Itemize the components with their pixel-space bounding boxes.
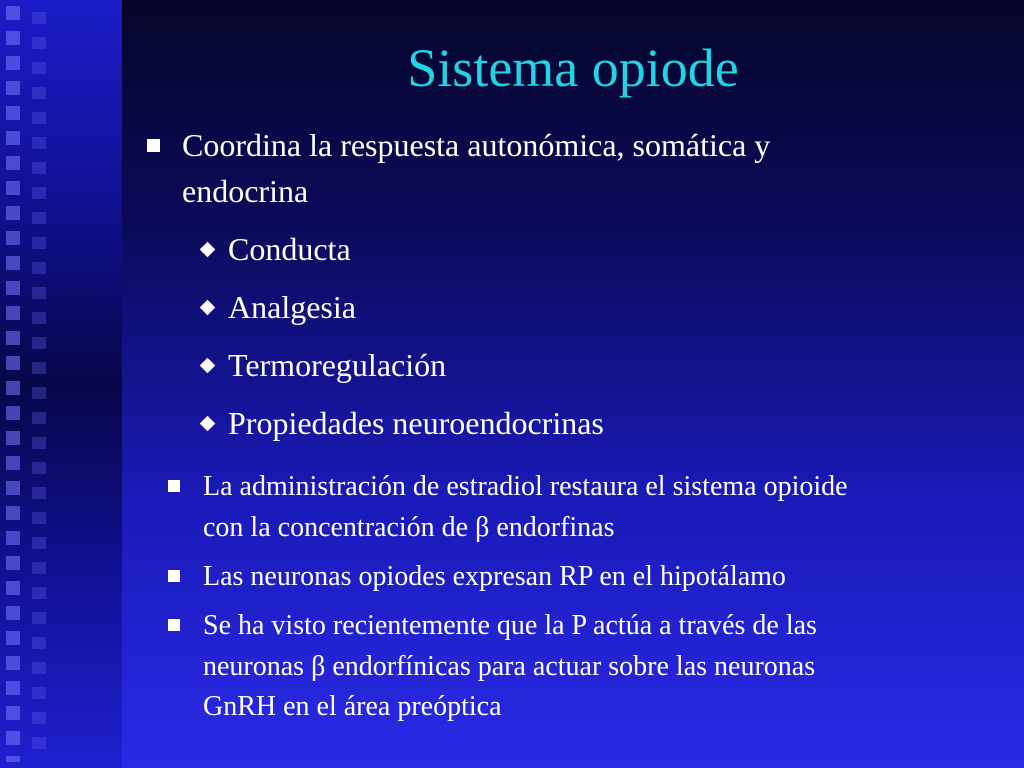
point-text-line: neuronas β endorfínicas para actuar sobre las neuronas xyxy=(203,651,816,682)
decorative-squares xyxy=(6,6,30,762)
slide-title: Sistema opiode xyxy=(407,38,739,98)
diamond-bullet-icon xyxy=(200,416,216,432)
point-text-line: Se ha visto recientemente que la P actúa a través de las xyxy=(203,610,817,641)
square-bullet-icon xyxy=(168,480,180,492)
square-bullet-icon xyxy=(168,619,180,631)
bullet-text-line: endocrina xyxy=(182,173,309,209)
point-text-line: con la concentración de β endorfinas xyxy=(203,512,615,543)
square-bullet-icon xyxy=(168,570,180,582)
sub-bullet-text: Conducta xyxy=(228,231,351,267)
diamond-bullet-icon xyxy=(200,300,216,316)
sub-bullet-text: Propiedades neuroendocrinas xyxy=(228,405,604,441)
decorative-squares-inner xyxy=(32,12,46,756)
decorative-side-strip xyxy=(0,0,122,768)
sub-bullet-text: Termoregulación xyxy=(228,347,447,383)
point-text-line: GnRH en el área preóptica xyxy=(203,691,502,722)
diamond-bullet-icon xyxy=(200,358,216,374)
diamond-bullet-icon xyxy=(200,242,216,258)
square-bullet-icon xyxy=(147,139,160,152)
point-text-line: Las neuronas opiodes expresan RP en el hipotálamo xyxy=(203,561,786,592)
point-text-line: La administración de estradiol restaura el sistema opioide xyxy=(203,471,848,502)
bullet-text-line: Coordina la respuesta autonómica, somática y xyxy=(182,127,771,163)
sub-bullet-text: Analgesia xyxy=(228,289,356,325)
